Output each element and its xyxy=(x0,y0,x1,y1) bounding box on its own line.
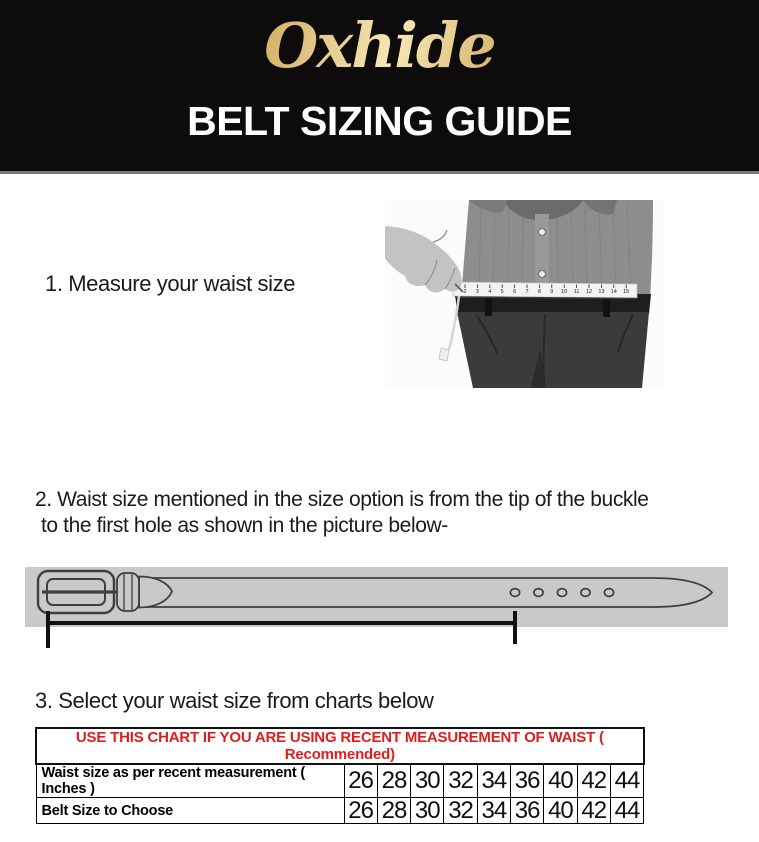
chart-header-row xyxy=(36,728,644,764)
row-label-waist-size: Waist size as per recent measurement ( Inches ) xyxy=(36,764,344,798)
tape-end-tab xyxy=(439,348,449,361)
tape-number: 5 xyxy=(500,289,504,295)
measuring-tape xyxy=(453,282,637,299)
chart-header-text: USE THIS CHART IF YOU ARE USING RECENT MEASUREMENT OF WAIST ( Recommended) xyxy=(36,728,644,764)
shirt-button xyxy=(539,229,546,236)
size-cell: 40 xyxy=(544,764,577,798)
tape-number: 14 xyxy=(610,289,617,295)
size-cell: 26 xyxy=(344,798,377,824)
header-banner xyxy=(0,0,759,174)
tape-number: 9 xyxy=(550,289,554,295)
tape-number: 7 xyxy=(525,289,529,295)
tape-number: 10 xyxy=(561,289,568,295)
size-cell: 32 xyxy=(444,764,477,798)
measurement-tick-left xyxy=(46,611,50,648)
size-cell: 28 xyxy=(377,798,410,824)
step2-line2: to the first hole as shown in the picture below- xyxy=(41,514,448,537)
step2-line1: 2. Waist size mentioned in the size option is from the tip of the buckle xyxy=(35,488,649,511)
size-cell: 34 xyxy=(477,764,510,798)
table-row xyxy=(36,798,644,824)
measurement-line xyxy=(47,621,516,625)
measurement-tick-right xyxy=(513,611,517,644)
tape-number: 3 xyxy=(475,289,479,295)
size-cell: 34 xyxy=(477,798,510,824)
size-chart-table xyxy=(35,727,645,824)
step3-text: 3. Select your waist size from charts below xyxy=(35,688,434,713)
brand-logo: Oxhide xyxy=(0,12,759,80)
belt-diagram xyxy=(25,567,728,627)
tape-number: 12 xyxy=(585,289,593,295)
step1-text: 1. Measure your waist size xyxy=(45,271,296,296)
tape-number: 15 xyxy=(623,289,630,295)
page-title: BELT SIZING GUIDE xyxy=(187,98,572,144)
size-cell: 32 xyxy=(444,798,477,824)
size-cell: 28 xyxy=(377,764,410,798)
size-cell: 42 xyxy=(577,798,610,824)
size-cell: 36 xyxy=(510,798,543,824)
belt-buckle xyxy=(38,571,117,613)
tape-number: 2 xyxy=(463,289,467,295)
row-label-belt-size: Belt Size to Choose xyxy=(36,798,344,824)
trousers xyxy=(455,292,651,388)
belt-keeper xyxy=(117,573,139,611)
step2-text xyxy=(35,487,750,539)
size-cell: 30 xyxy=(411,798,444,824)
tape-number: 4 xyxy=(488,289,492,295)
tape-number: 13 xyxy=(598,289,605,295)
tape-number: 6 xyxy=(513,289,517,295)
table-row xyxy=(36,764,644,798)
size-cell: 40 xyxy=(544,798,577,824)
size-cell: 36 xyxy=(510,764,543,798)
size-cell: 44 xyxy=(610,798,643,824)
shirt-button xyxy=(539,271,546,278)
size-cell: 26 xyxy=(344,764,377,798)
waist-measurement-photo xyxy=(385,200,665,388)
tape-number: 8 xyxy=(537,289,541,295)
tape-number: 11 xyxy=(573,289,580,295)
size-cell: 30 xyxy=(411,764,444,798)
size-cell: 42 xyxy=(577,764,610,798)
size-cell: 44 xyxy=(610,764,643,798)
